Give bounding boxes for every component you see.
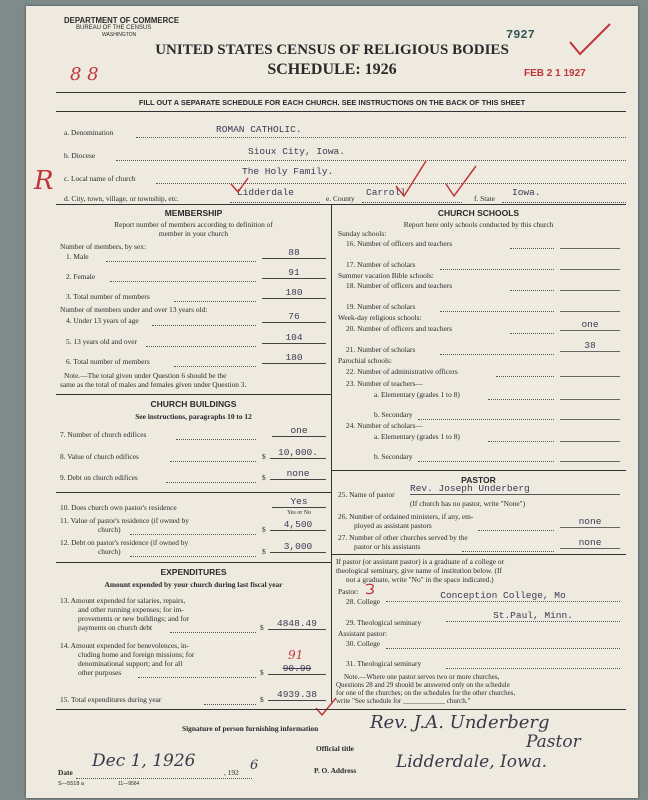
q6-label: 6. Total number of members: [66, 357, 150, 366]
q17-label: 17. Number of scholars: [346, 260, 416, 269]
q29-label: 29. Theological seminary: [346, 618, 422, 627]
local-name-label: c. Local name of church: [64, 174, 136, 183]
q15-dollar: $: [260, 695, 264, 704]
q21-label: 21. Number of scholars: [346, 345, 416, 354]
q7-label: 7. Number of church edifices: [60, 430, 147, 439]
q15-value: 4939.38: [268, 689, 326, 701]
official-title-value: Pastor: [526, 732, 581, 752]
q14-value: 90.99: [268, 663, 326, 675]
q9-dollar: $: [262, 473, 266, 482]
q9-debt-value: none: [270, 468, 326, 480]
parochial-schools-header: Parochial schools:: [338, 356, 392, 365]
expenditures-title: EXPENDITURES: [160, 567, 227, 577]
state-value: Iowa.: [512, 187, 541, 198]
pastor-note-3: for one of the churches; on the schedules for the other churches,: [336, 689, 516, 697]
q12-label-2: church): [98, 547, 121, 556]
margin-mark-r: R: [34, 166, 54, 196]
q8-label: 8. Value of church edifices: [60, 452, 139, 461]
q24a-label: a. Elementary (grades 1 to 8): [374, 432, 460, 441]
q28-college-value: Conception College, Mo: [386, 590, 620, 602]
county-label: e. County: [326, 194, 355, 203]
year-digit: 6: [250, 758, 259, 773]
pastor-title: PASTOR: [461, 475, 496, 485]
q1-male-value: 88: [262, 247, 326, 259]
q24-label: 24. Number of scholars—: [346, 421, 423, 430]
q9-label: 9. Debt on church edifices: [60, 473, 138, 482]
q10-hint: Yes or No: [286, 510, 312, 516]
handwritten-code: 8 8: [70, 64, 99, 85]
bureau-location: WASHINGTON: [102, 32, 137, 38]
form-number: S—5518 a: [58, 781, 84, 787]
red-mark-icon: [364, 582, 380, 596]
q11-dollar: $: [262, 525, 266, 534]
q12-dollar: $: [262, 547, 266, 556]
signature-label: Signature of person furnishing information: [182, 724, 319, 733]
form-title: UNITED STATES CENSUS OF RELIGIOUS BODIES: [155, 42, 509, 58]
q3-label: 3. Total number of members: [66, 292, 150, 301]
q13-line3: provements or new buildings; and for: [78, 614, 190, 623]
q27-value: none: [560, 537, 620, 549]
print-number: 11—9564: [118, 781, 140, 787]
q3-total-value: 180: [262, 287, 326, 299]
q14-dollar: $: [260, 668, 264, 677]
city-label: d. City, town, village, or township, etc.: [64, 194, 179, 203]
q14-line2: cluding home and foreign missions; for: [78, 650, 195, 659]
diocese-label: b. Diocese: [64, 151, 96, 160]
schedule-year: SCHEDULE: 1926: [267, 61, 397, 78]
official-title-label: Official title: [316, 744, 354, 753]
buildings-sub: See instructions, paragraphs 10 to 12: [135, 412, 252, 421]
graduate-instructions: If pastor (or assistant pastor) is a graduate of a college or: [336, 557, 505, 566]
q4-label: 4. Under 13 years of age: [66, 316, 139, 325]
graduate-instructions-2: theological seminary, give name of institution below. (If: [336, 566, 502, 575]
diocese-value: Sioux City, Iowa.: [248, 146, 345, 157]
q6-total-value: 180: [262, 352, 326, 364]
weekday-schools-header: Week-day religious schools:: [338, 313, 422, 322]
q30-label: 30. College: [346, 639, 381, 648]
state-label: f. State: [474, 194, 495, 203]
local-name-value: The Holy Family.: [242, 166, 334, 177]
expenditures-sub: Amount expended by your church during last fiscal year: [104, 580, 283, 589]
q13-line4: payments on church debt: [78, 623, 153, 632]
q26-line2: ployed as assistant pastors: [354, 521, 432, 530]
q13-line1: 13. Amount expended for salaries, repairs,: [60, 596, 186, 605]
age-header: Number of members under and over 13 years old:: [60, 305, 208, 314]
q1-label: 1. Male: [66, 252, 89, 261]
q11-value: 4,500: [270, 519, 326, 531]
q14-line4: other purposes: [78, 668, 122, 677]
q25-pastor-name: Rev. Joseph Underberg: [410, 483, 620, 495]
q13-line2: and other running expenses; for im-: [78, 605, 184, 614]
year-suffix: , 192: [224, 768, 239, 777]
schools-title: CHURCH SCHOOLS: [437, 208, 520, 218]
q5-over13-value: 104: [262, 332, 326, 344]
q2-female-value: 91: [262, 267, 326, 279]
q11-label: 11. Value of pastor's residence (if owned by: [60, 516, 189, 525]
pastor-sub-label: Pastor:: [338, 587, 359, 596]
q26-line1: 26. Number of ordained ministers, if any, em-: [338, 512, 474, 521]
signature-value: Rev. J.A. Underberg: [370, 712, 550, 733]
red-checkmarks-icon: [216, 156, 496, 201]
q10-residence-value: Yes: [272, 496, 326, 508]
q23-label: 23. Number of teachers—: [346, 379, 423, 388]
po-address-label: P. O. Address: [314, 766, 357, 775]
q31-label: 31. Theological seminary: [346, 659, 422, 668]
pastor-note-4: write "See schedule for ____________ church.": [336, 697, 471, 705]
membership-note: Note.—The total given under Question 6 should be the: [64, 371, 227, 380]
pastor-note: Note.—Where one pastor serves two or more churches,: [344, 673, 500, 681]
denomination-value: ROMAN CATHOLIC.: [216, 124, 302, 135]
q20-value: one: [560, 319, 620, 331]
q12-label: 12. Debt on pastor's residence (if owned by: [60, 538, 189, 547]
county-value: Carroll: [366, 187, 406, 198]
date-value: Dec 1, 1926: [92, 751, 196, 771]
q28-label: 28. College: [346, 597, 381, 606]
assistant-pastor-label: Assistant pastor:: [338, 629, 388, 638]
q24b-label: b. Secondary: [374, 452, 413, 461]
q15-label: 15. Total expenditures during year: [60, 695, 162, 704]
q14-correction: 91: [288, 648, 304, 662]
q13-dollar: $: [260, 623, 264, 632]
q23a-label: a. Elementary (grades 1 to 8): [374, 390, 460, 399]
bureau-name: BUREAU OF THE CENSUS: [76, 25, 152, 31]
instruction-banner: FILL OUT A SEPARATE SCHEDULE FOR EACH CHURCH. SEE INSTRUCTIONS ON THE BACK OF THIS SHEET: [138, 98, 526, 107]
q27-line2: pastor or his assistants: [354, 542, 421, 551]
q10-label: 10. Does church own pastor's residence: [60, 503, 177, 512]
q12-value: 3,000: [270, 541, 326, 553]
date-label: Date: [58, 768, 73, 777]
q25-label: 25. Name of pastor: [338, 490, 395, 499]
membership-note-2: same as the total of males and females given under Question 3.: [60, 380, 247, 389]
membership-title: MEMBERSHIP: [164, 208, 223, 218]
buildings-title: CHURCH BUILDINGS: [150, 399, 237, 409]
received-stamp: FEB 2 1 1927: [524, 68, 586, 79]
q13-value: 4848.49: [268, 618, 326, 630]
denomination-label: a. Denomination: [64, 128, 114, 137]
q29-seminary-value: St.Paul, Minn.: [446, 610, 620, 622]
q8-dollar: $: [262, 452, 266, 461]
department-name: DEPARTMENT OF COMMERCE: [64, 16, 180, 25]
q11-label-2: church): [98, 525, 121, 534]
schools-sub: Report here only schools conducted by this church: [403, 220, 554, 229]
pastor-note-2: Questions 28 and 29 should be answered only on the schedule: [336, 681, 510, 689]
membership-intro-2: member in your church: [158, 229, 229, 238]
q8-value: 10,000.: [270, 447, 326, 459]
q27-line1: 27. Number of other churches served by the: [338, 533, 468, 542]
city-value: Lidderdale: [237, 187, 295, 198]
q14-line3: denominational support; and for all: [78, 659, 183, 668]
q2-label: 2. Female: [66, 272, 96, 281]
q4-under13-value: 76: [262, 311, 326, 323]
summer-schools-header: Summer vacation Bible schools:: [338, 271, 434, 280]
q21-value: 38: [560, 340, 620, 352]
q5-label: 5. 13 years old and over: [66, 337, 138, 346]
q18-label: 18. Number of officers and teachers: [346, 281, 453, 290]
census-schedule-form: [26, 6, 638, 798]
serial-number: 7927: [506, 28, 535, 42]
by-sex-header: Number of members, by sex:: [60, 242, 146, 251]
q16-label: 16. Number of officers and teachers: [346, 239, 453, 248]
q19-label: 19. Number of scholars: [346, 302, 416, 311]
membership-intro: Report number of members according to definition of: [114, 220, 273, 229]
q22-label: 22. Number of administrative officers: [346, 367, 458, 376]
q20-label: 20. Number of officers and teachers: [346, 324, 453, 333]
sunday-schools-header: Sunday schools:: [338, 229, 387, 238]
q14-line1: 14. Amount expended for benevolences, in-: [60, 641, 190, 650]
graduate-instructions-3: not a graduate, write "No" in the space indicated.): [346, 575, 494, 584]
q7-edifices-value: one: [272, 425, 326, 437]
po-address-value: Lidderdale, Iowa.: [396, 752, 548, 772]
q25-hint: (If church has no pastor, write "None"): [410, 499, 526, 508]
q26-value: none: [560, 516, 620, 528]
q23b-label: b. Secondary: [374, 410, 413, 419]
